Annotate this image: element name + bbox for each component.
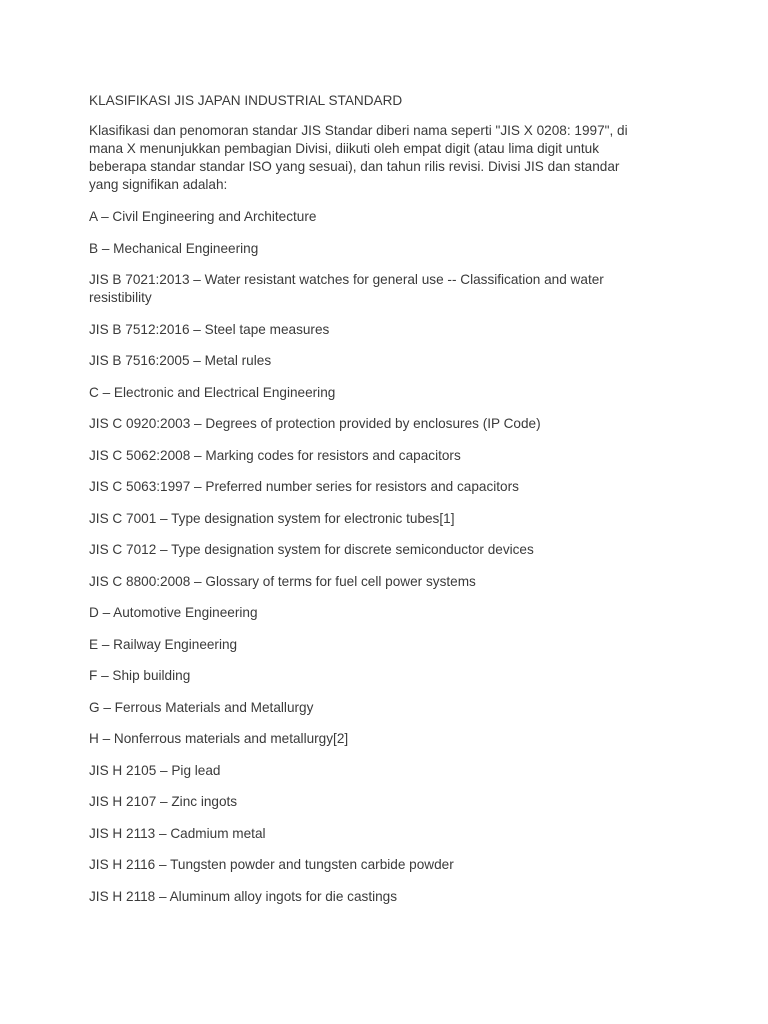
list-item: JIS C 5063:1997 – Preferred number series for resistors and capacitors — [89, 479, 519, 494]
list-item: A – Civil Engineering and Architecture — [89, 209, 317, 224]
list-item: JIS H 2113 – Cadmium metal — [89, 825, 266, 841]
list-item: JIS B 7512:2016 – Steel tape measures — [89, 321, 330, 337]
list-item: JIS C 8800:2008 – Glossary of terms for fuel cell power systems — [89, 573, 476, 589]
list-item: D – Automotive Engineering — [89, 605, 258, 620]
list-item: JIS C 7001 – Type designation system for electronic tubes[1] — [89, 510, 455, 526]
document-content — [89, 92, 649, 919]
list-item: JIS B 7021:2013 – Water resistant watches for general use -- Classification and water resistibility — [89, 272, 604, 305]
list-item: E – Railway Engineering — [89, 636, 238, 652]
list-item: JIS H 2116 – Tungsten powder and tungsten carbide powder — [89, 857, 454, 872]
list-item: F – Ship building — [89, 668, 191, 683]
list-item: JIS H 2105 – Pig lead — [89, 762, 221, 778]
document-title: KLASIFIKASI JIS JAPAN INDUSTRIAL STANDARD — [89, 93, 403, 108]
standards-list — [89, 208, 649, 906]
list-item: JIS C 5062:2008 – Marking codes for resistors and capacitors — [89, 447, 461, 463]
list-item: JIS H 2107 – Zinc ingots — [89, 794, 238, 809]
list-item: H – Nonferrous materials and metallurgy[2] — [89, 731, 349, 746]
list-item: G – Ferrous Materials and Metallurgy — [89, 699, 314, 715]
list-item: JIS C 7012 – Type designation system for discrete semiconductor devices — [89, 542, 534, 557]
list-item: JIS B 7516:2005 – Metal rules — [89, 353, 272, 368]
list-item: JIS H 2118 – Aluminum alloy ingots for die castings — [89, 888, 398, 904]
list-item: B – Mechanical Engineering — [89, 240, 259, 256]
list-item: C – Electronic and Electrical Engineering — [89, 384, 336, 400]
list-item: JIS C 0920:2003 – Degrees of protection provided by enclosures (IP Code) — [89, 416, 541, 431]
intro-paragraph: Klasifikasi dan penomoran standar JIS Standar diberi nama seperti "JIS X 0208: 1997", di mana X menunjukkan pembagian Divisi, diikuti oleh empat digit (atau lima digit untuk beberapa standar standar ISO yang sesuai), dan tahun rilis revisi. Divisi JIS dan standar yang signifikan adalah: — [89, 123, 628, 192]
